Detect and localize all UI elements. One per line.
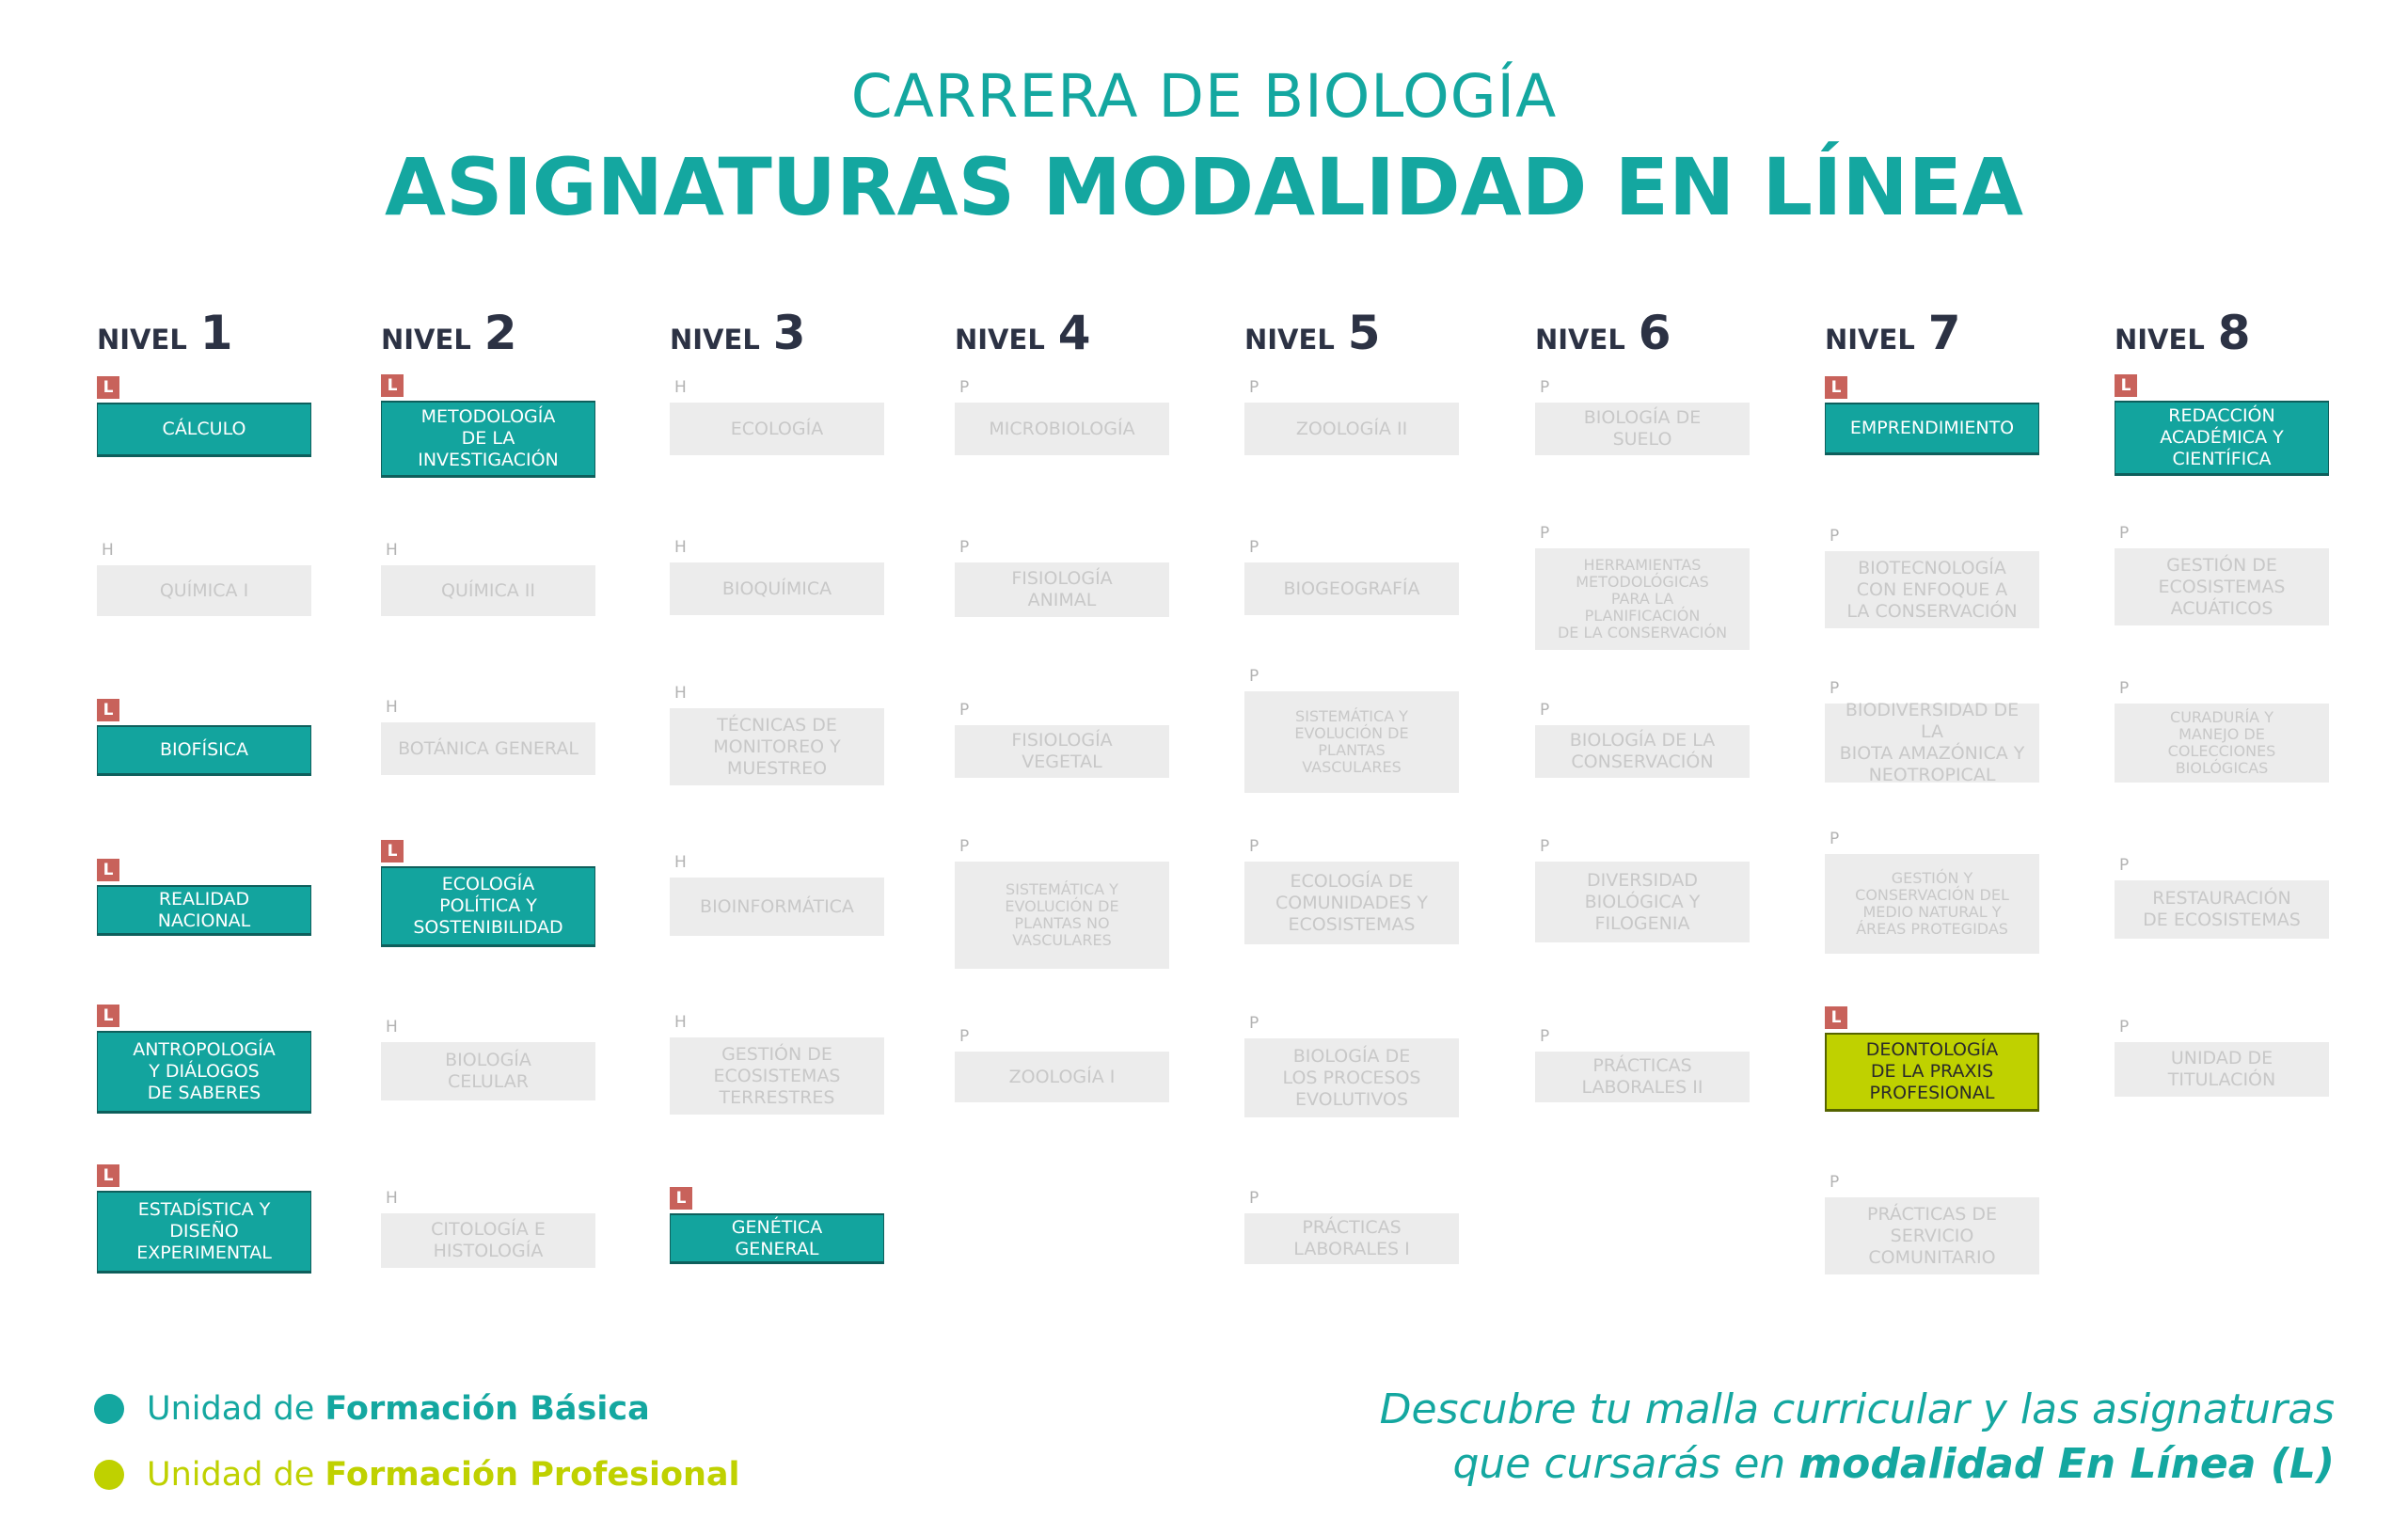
course-name: BIOQUÍMICA xyxy=(670,562,884,615)
course-card xyxy=(670,1187,884,1264)
course-name: QUÍMICA II xyxy=(381,565,595,616)
course-card xyxy=(670,682,884,785)
course-card xyxy=(2115,374,2329,476)
course-name: ECOLOGÍA DE COMUNIDADES Y ECOSISTEMAS xyxy=(1244,862,1459,944)
modality-tag: P xyxy=(1540,1027,1550,1046)
modality-tag: L xyxy=(97,1164,119,1187)
course-name: FISIOLOGÍA ANIMAL xyxy=(955,562,1169,617)
course-card xyxy=(1244,1187,1459,1264)
modality-tag: P xyxy=(1249,1014,1259,1033)
modality-tag: P xyxy=(1249,538,1259,557)
modality-tag: P xyxy=(2119,679,2130,698)
legend-basic-label: Formación Básica xyxy=(325,1390,650,1428)
course-name: BOTÁNICA GENERAL xyxy=(381,722,595,775)
course-card xyxy=(1535,1025,1750,1102)
level-number: 3 xyxy=(772,306,806,360)
course-card xyxy=(2115,522,2329,625)
course-card xyxy=(2115,677,2329,783)
course-name: QUÍMICA I xyxy=(97,565,311,616)
modality-tag: P xyxy=(959,1027,970,1046)
modality-tag: H xyxy=(386,1018,398,1037)
level-word: NIVEL xyxy=(97,324,187,356)
course-card xyxy=(670,1011,884,1115)
course-name: GESTIÓN DE ECOSISTEMAS TERRESTRES xyxy=(670,1037,884,1115)
course-name: BIOGEOGRAFÍA xyxy=(1244,562,1459,615)
course-card xyxy=(1535,522,1750,650)
modality-tag: H xyxy=(674,378,687,397)
course-name: GENÉTICA GENERAL xyxy=(670,1213,884,1264)
legend-basic xyxy=(94,1390,650,1428)
course-card xyxy=(2115,1016,2329,1097)
course-name: ZOOLOGÍA II xyxy=(1244,403,1459,455)
level-word: NIVEL xyxy=(1244,324,1335,356)
course-card xyxy=(97,539,311,616)
level-heading-6 xyxy=(1535,306,1671,362)
course-card xyxy=(381,374,595,478)
course-name: MICROBIOLOGÍA xyxy=(955,403,1169,455)
course-name: CURADURÍA Y MANEJO DE COLECCIONES BIOLÓGICAS xyxy=(2115,704,2329,783)
modality-tag: H xyxy=(674,853,687,872)
call-to-action xyxy=(1380,1383,2335,1492)
modality-tag: P xyxy=(1540,837,1550,856)
course-card xyxy=(1825,376,2039,455)
course-name: UNIDAD DE TITULACIÓN xyxy=(2115,1042,2329,1097)
course-name: SISTEMÁTICA Y EVOLUCIÓN DE PLANTAS VASCULARES xyxy=(1244,691,1459,793)
modality-tag: H xyxy=(674,538,687,557)
level-number: 6 xyxy=(1638,306,1671,360)
level-word: NIVEL xyxy=(2115,324,2205,356)
course-name: ANTROPOLOGÍA Y DIÁLOGOS DE SABERES xyxy=(97,1031,311,1114)
course-card xyxy=(97,699,311,776)
level-word: NIVEL xyxy=(1535,324,1625,356)
course-card xyxy=(97,859,311,936)
modality-tag: P xyxy=(959,701,970,720)
teal-dot-icon xyxy=(94,1394,124,1424)
modality-tag: L xyxy=(97,376,119,399)
level-heading-4 xyxy=(955,306,1091,362)
course-name: METODOLOGÍA DE LA INVESTIGACIÓN xyxy=(381,401,595,478)
course-card xyxy=(955,699,1169,778)
modality-tag: L xyxy=(97,1005,119,1027)
level-word: NIVEL xyxy=(1825,324,1915,356)
course-card xyxy=(97,1164,311,1274)
legend-professional xyxy=(94,1456,740,1494)
course-name: DEONTOLOGÍA DE LA PRAXIS PROFESIONAL xyxy=(1825,1033,2039,1112)
cta-line-2-bold: modalidad En Línea (L) xyxy=(1798,1440,2335,1488)
modality-tag: P xyxy=(2119,856,2130,875)
course-card xyxy=(955,835,1169,969)
level-heading-3 xyxy=(670,306,806,362)
modality-tag: P xyxy=(2119,1018,2130,1037)
level-number: 8 xyxy=(2217,306,2251,360)
course-name: PRÁCTICAS LABORALES I xyxy=(1244,1213,1459,1264)
modality-tag: H xyxy=(674,684,687,703)
course-card xyxy=(1244,536,1459,615)
course-card xyxy=(97,376,311,457)
course-card xyxy=(381,1016,595,1100)
course-name: BIOINFORMÁTICA xyxy=(670,878,884,936)
modality-tag: L xyxy=(381,374,404,397)
course-name: ECOLOGÍA POLÍTICA Y SOSTENIBILIDAD xyxy=(381,866,595,947)
modality-tag: L xyxy=(97,859,119,881)
modality-tag: L xyxy=(1825,376,1847,399)
modality-tag: P xyxy=(1830,830,1840,848)
level-number: 2 xyxy=(483,306,517,360)
level-number: 5 xyxy=(1347,306,1381,360)
course-card xyxy=(1244,835,1459,944)
course-card xyxy=(955,1025,1169,1102)
legend-prof-label: Formación Profesional xyxy=(325,1456,740,1494)
page-title: ASIGNATURAS MODALIDAD EN LÍNEA xyxy=(384,141,2024,233)
course-name: RESTAURACIÓN DE ECOSISTEMAS xyxy=(2115,880,2329,939)
cta-line-2-prefix: que cursarás en xyxy=(1452,1440,1799,1488)
modality-tag: P xyxy=(1830,1173,1840,1192)
course-name: CÁLCULO xyxy=(97,403,311,457)
lime-dot-icon xyxy=(94,1460,124,1490)
course-card xyxy=(381,539,595,616)
course-card xyxy=(1825,1171,2039,1274)
course-name: GESTIÓN Y CONSERVACIÓN DEL MEDIO NATURAL Y ÁREAS PROTEGIDAS xyxy=(1825,854,2039,954)
modality-tag: P xyxy=(1830,679,1840,698)
course-card xyxy=(2115,854,2329,939)
course-card xyxy=(381,840,595,947)
level-heading-1 xyxy=(97,306,233,362)
course-card xyxy=(1825,677,2039,783)
modality-tag: H xyxy=(386,1189,398,1208)
course-card xyxy=(955,536,1169,617)
course-card xyxy=(381,696,595,775)
course-name: BIOLOGÍA DE LOS PROCESOS EVOLUTIVOS xyxy=(1244,1038,1459,1117)
course-name: REDACCIÓN ACADÉMICA Y CIENTÍFICA xyxy=(2115,401,2329,476)
course-name: TÉCNICAS DE MONITOREO Y MUESTREO xyxy=(670,708,884,785)
course-name: CITOLOGÍA E HISTOLOGÍA xyxy=(381,1213,595,1268)
modality-tag: P xyxy=(1249,378,1259,397)
course-name: DIVERSIDAD BIOLÓGICA Y FILOGENIA xyxy=(1535,862,1750,942)
course-card xyxy=(381,1187,595,1268)
course-name: BIOTECNOLOGÍA CON ENFOQUE A LA CONSERVACIÓN xyxy=(1825,551,2039,628)
course-card xyxy=(955,376,1169,455)
modality-tag: P xyxy=(1830,527,1840,546)
modality-tag: P xyxy=(1540,378,1550,397)
level-number: 7 xyxy=(1927,306,1961,360)
modality-tag: P xyxy=(1249,837,1259,856)
level-word: NIVEL xyxy=(381,324,471,356)
course-name: ESTADÍSTICA Y DISEÑO EXPERIMENTAL xyxy=(97,1191,311,1274)
course-name: BIOFÍSICA xyxy=(97,725,311,776)
level-heading-7 xyxy=(1825,306,1961,362)
course-name: PRÁCTICAS LABORALES II xyxy=(1535,1052,1750,1102)
course-name: EMPRENDIMIENTO xyxy=(1825,403,2039,455)
course-card xyxy=(1535,699,1750,778)
course-name: BIODIVERSIDAD DE LA BIOTA AMAZÓNICA Y NEOTROPICAL xyxy=(1825,704,2039,783)
modality-tag: P xyxy=(959,378,970,397)
course-card xyxy=(670,536,884,615)
course-name: FISIOLOGÍA VEGETAL xyxy=(955,725,1169,778)
course-name: BIOLOGÍA DE SUELO xyxy=(1535,403,1750,455)
course-name: ZOOLOGÍA I xyxy=(955,1052,1169,1102)
modality-tag: P xyxy=(1540,701,1550,720)
course-card xyxy=(1535,376,1750,455)
level-word: NIVEL xyxy=(670,324,760,356)
course-name: ECOLOGÍA xyxy=(670,403,884,455)
modality-tag: L xyxy=(2115,374,2137,397)
course-card xyxy=(1244,1012,1459,1117)
modality-tag: P xyxy=(1249,667,1259,686)
level-word: NIVEL xyxy=(955,324,1045,356)
course-name: GESTIÓN DE ECOSISTEMAS ACUÁTICOS xyxy=(2115,548,2329,625)
level-number: 1 xyxy=(199,306,233,360)
legend-prof-prefix: Unidad de xyxy=(147,1456,325,1494)
level-number: 4 xyxy=(1057,306,1091,360)
level-heading-8 xyxy=(2115,306,2251,362)
modality-tag: H xyxy=(386,541,398,560)
course-card xyxy=(1825,1006,2039,1112)
level-heading-5 xyxy=(1244,306,1381,362)
course-card xyxy=(1825,828,2039,954)
course-name: PRÁCTICAS DE SERVICIO COMUNITARIO xyxy=(1825,1197,2039,1274)
modality-tag: P xyxy=(2119,524,2130,543)
course-name: BIOLOGÍA DE LA CONSERVACIÓN xyxy=(1535,725,1750,778)
modality-tag: L xyxy=(97,699,119,721)
legend-basic-prefix: Unidad de xyxy=(147,1390,325,1428)
modality-tag: H xyxy=(674,1013,687,1032)
course-card xyxy=(1825,525,2039,628)
course-card xyxy=(670,851,884,936)
course-name: REALIDAD NACIONAL xyxy=(97,885,311,936)
course-name: HERRAMIENTAS METODOLÓGICAS PARA LA PLANIFICACIÓN DE LA CONSERVACIÓN xyxy=(1535,548,1750,650)
modality-tag: L xyxy=(381,840,404,862)
modality-tag: P xyxy=(959,538,970,557)
modality-tag: L xyxy=(1825,1006,1847,1029)
modality-tag: H xyxy=(102,541,114,560)
course-card xyxy=(1244,665,1459,793)
modality-tag: P xyxy=(959,837,970,856)
modality-tag: L xyxy=(670,1187,692,1210)
course-card xyxy=(670,376,884,455)
modality-tag: P xyxy=(1540,524,1550,543)
modality-tag: H xyxy=(386,698,398,717)
page-subtitle: CARRERA DE BIOLOGÍA xyxy=(850,62,1558,131)
course-name: SISTEMÁTICA Y EVOLUCIÓN DE PLANTAS NO VASCULARES xyxy=(955,862,1169,969)
course-card xyxy=(1244,376,1459,455)
course-card xyxy=(1535,835,1750,942)
cta-line-1: Descubre tu malla curricular y las asignaturas xyxy=(1379,1385,2335,1433)
course-name: BIOLOGÍA CELULAR xyxy=(381,1042,595,1100)
modality-tag: P xyxy=(1249,1189,1259,1208)
course-card xyxy=(97,1005,311,1114)
level-heading-2 xyxy=(381,306,517,362)
